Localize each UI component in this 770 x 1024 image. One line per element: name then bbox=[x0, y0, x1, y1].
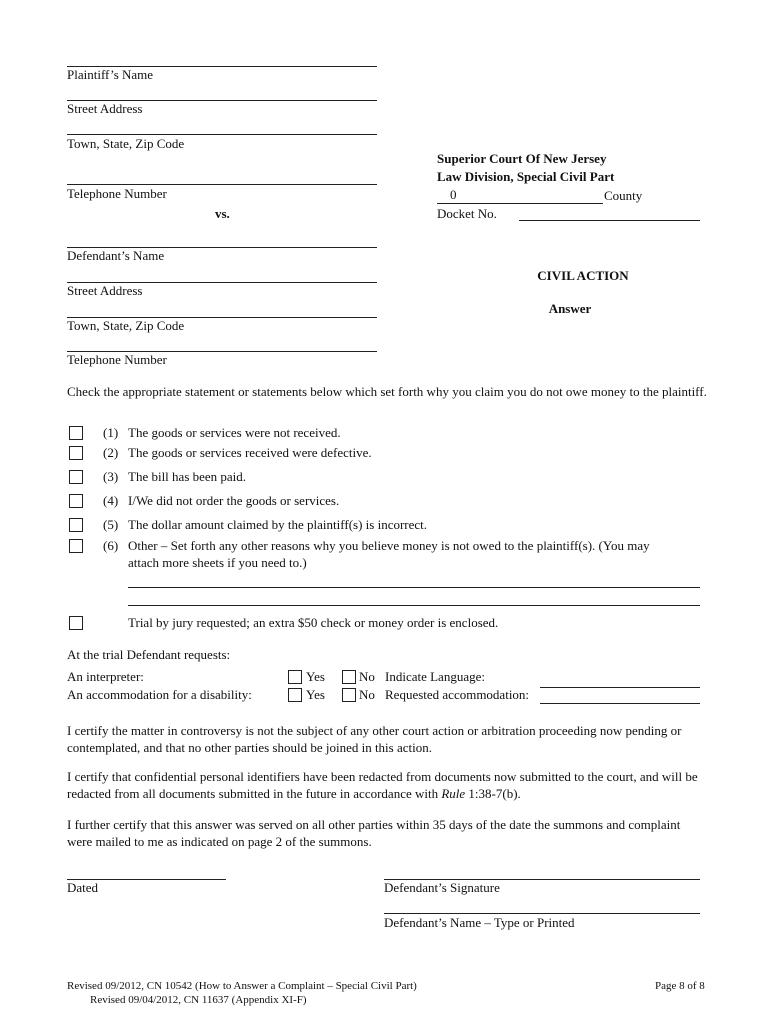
reason-3-checkbox[interactable] bbox=[69, 470, 83, 484]
printed-name-label: Defendant’s Name – Type or Printed bbox=[384, 915, 575, 930]
reason-4-num: (4) bbox=[103, 493, 119, 508]
plaintiff-phone-field[interactable] bbox=[67, 184, 377, 185]
vs-label: vs. bbox=[215, 206, 230, 221]
county-label: County bbox=[604, 188, 643, 203]
civil-action-title: CIVIL ACTION bbox=[537, 268, 629, 283]
reason-3-text: The bill has been paid. bbox=[128, 469, 247, 484]
court-division: Law Division, Special Civil Part bbox=[437, 169, 615, 184]
certify-redaction-text: I certify that confidential personal identifiers have been redacted from documents now submitted to the court, and will be redacted from all documents submitted in the future in accordance with bbox=[67, 769, 698, 801]
rule-number: 1:38-7(b). bbox=[465, 786, 521, 801]
trial-heading: At the trial Defendant requests: bbox=[67, 647, 231, 662]
defendant-phone-label: Telephone Number bbox=[67, 352, 167, 367]
certify-no-other-action: I certify the matter in controversy is not the subject of any other court action or arbitration proceeding now pending or contemplated, and that no other parties should be joined in this action. bbox=[67, 723, 682, 755]
interpreter-label: An interpreter: bbox=[67, 669, 144, 684]
interpreter-no-checkbox[interactable] bbox=[342, 670, 356, 684]
reason-4-text: I/We did not order the goods or services. bbox=[128, 493, 340, 508]
reason-5-checkbox[interactable] bbox=[69, 518, 83, 532]
reason-6-checkbox[interactable] bbox=[69, 539, 83, 553]
reason-1-checkbox[interactable] bbox=[69, 426, 83, 440]
court-name: Superior Court Of New Jersey bbox=[437, 151, 607, 166]
reason-2-checkbox[interactable] bbox=[69, 446, 83, 460]
accommodation-label: An accommodation for a disability: bbox=[67, 687, 252, 702]
plaintiff-phone-label: Telephone Number bbox=[67, 186, 167, 201]
accommodation-no-checkbox[interactable] bbox=[342, 688, 356, 702]
reason-5-num: (5) bbox=[103, 517, 119, 532]
reason-3-num: (3) bbox=[103, 469, 119, 484]
requested-accommodation-label: Requested accommodation: bbox=[385, 687, 530, 702]
defendant-street-label: Street Address bbox=[67, 283, 143, 298]
accommodation-field[interactable] bbox=[540, 703, 700, 704]
reason-6-num: (6) bbox=[103, 538, 119, 553]
certify-service: I further certify that this answer was served on all other parties within 35 days of the date the summons and complaint were mailed to me as indicated on page 2 of the summons. bbox=[67, 817, 681, 849]
certify-redaction bbox=[67, 768, 707, 802]
page-number: Page 8 of 8 bbox=[655, 980, 705, 992]
jury-checkbox[interactable] bbox=[69, 616, 83, 630]
plaintiff-town-field[interactable] bbox=[67, 134, 377, 135]
reason-2-text: The goods or services received were defective. bbox=[128, 445, 372, 460]
reason-1-num: (1) bbox=[103, 425, 119, 440]
footer-revision-1: Revised 09/2012, CN 10542 (How to Answer a Complaint – Special Civil Part) bbox=[67, 980, 417, 992]
reason-2-num: (2) bbox=[103, 445, 119, 460]
accommodation-no-label: No bbox=[359, 687, 375, 702]
reason-6-text: Other – Set forth any other reasons why you believe money is not owed to the plaintiff(s). (You may bbox=[128, 538, 650, 553]
answer-subtitle: Answer bbox=[548, 301, 592, 316]
language-field[interactable] bbox=[540, 687, 700, 688]
interpreter-no-label: No bbox=[359, 669, 375, 684]
other-reason-line-2[interactable] bbox=[128, 605, 700, 606]
dated-label: Dated bbox=[67, 880, 99, 895]
interpreter-yes-checkbox[interactable] bbox=[288, 670, 302, 684]
reason-5-text: The dollar amount claimed by the plaintiff(s) is incorrect. bbox=[128, 517, 428, 532]
reason-1-text: The goods or services were not received. bbox=[128, 425, 341, 440]
docket-field[interactable] bbox=[519, 220, 700, 221]
printed-name-field[interactable] bbox=[384, 913, 700, 914]
accommodation-yes-checkbox[interactable] bbox=[288, 688, 302, 702]
defendant-name-label: Defendant’s Name bbox=[67, 248, 165, 263]
jury-text: Trial by jury requested; an extra $50 check or money order is enclosed. bbox=[128, 615, 499, 630]
plaintiff-street-label: Street Address bbox=[67, 101, 143, 116]
plaintiff-town-label: Town, State, Zip Code bbox=[67, 136, 185, 151]
rule-text: Rule bbox=[441, 786, 466, 801]
signature-label: Defendant’s Signature bbox=[384, 880, 500, 895]
interpreter-yes-label: Yes bbox=[306, 669, 325, 684]
defendant-town-label: Town, State, Zip Code bbox=[67, 318, 185, 333]
county-field[interactable] bbox=[437, 203, 603, 204]
other-reason-line-1[interactable] bbox=[128, 587, 700, 588]
footer-revision-2: Revised 09/04/2012, CN 11637 (Appendix XI-F) bbox=[90, 994, 307, 1006]
plaintiff-name-label: Plaintiff’s Name bbox=[67, 67, 154, 82]
language-label: Indicate Language: bbox=[385, 669, 485, 684]
docket-label: Docket No. bbox=[437, 206, 497, 221]
instructions: Check the appropriate statement or statements below which set forth why you claim you do not owe money to the plaintiff. bbox=[67, 384, 707, 399]
reason-4-checkbox[interactable] bbox=[69, 494, 83, 508]
county-value[interactable]: 0 bbox=[450, 187, 457, 202]
reason-6-text-cont: attach more sheets if you need to.) bbox=[128, 555, 307, 570]
accommodation-yes-label: Yes bbox=[306, 687, 325, 702]
